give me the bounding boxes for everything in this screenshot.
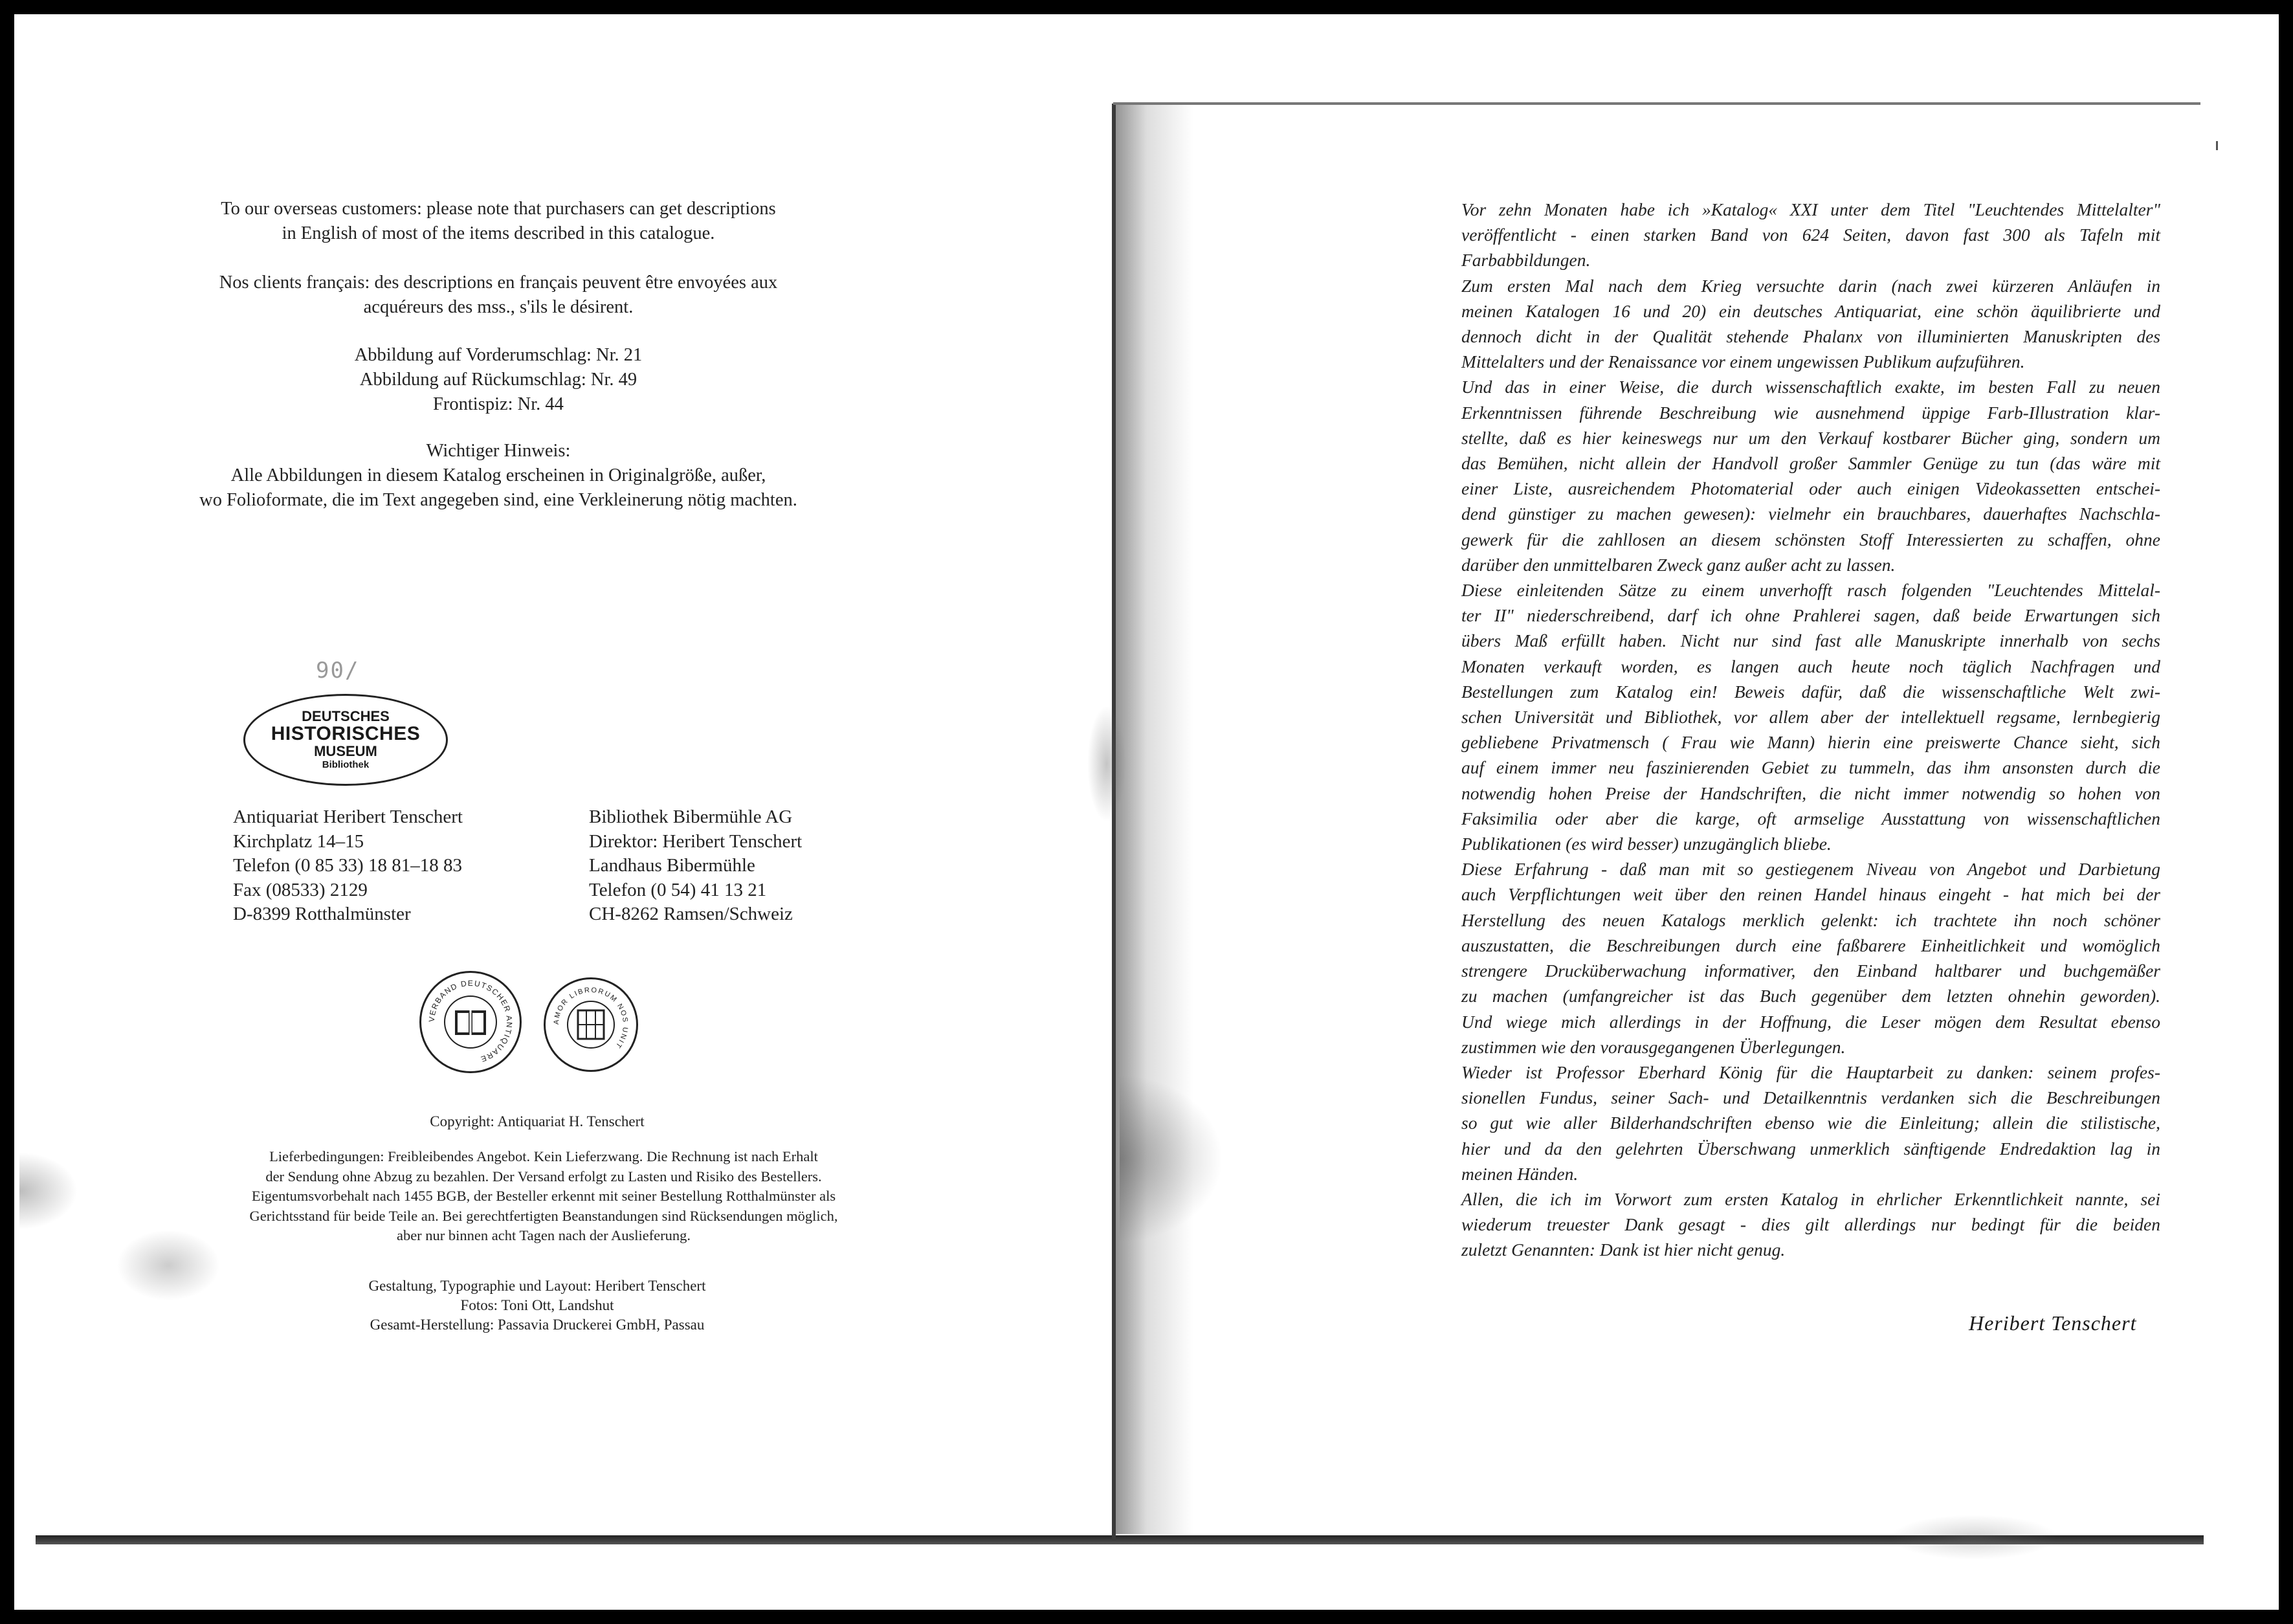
right-page-top-edge [1113, 102, 2200, 105]
preface-line: Mittelalters und der Renaissance vor einem ungewissen Publikum aufzuführen. [1461, 351, 2025, 372]
verband-deutscher-antiquare-seal [419, 971, 522, 1073]
preface-line: zuletzt Genannten: Dank ist hier nicht genug. [1461, 1240, 1786, 1260]
text-line: in English of most of the items described in this catalogue. [282, 223, 715, 243]
address-line: Telefon (0 85 33) 18 81–18 83 [233, 855, 462, 876]
preface-line: zustimmen wie den vorausgegangenen Überlegungen. [1461, 1036, 1846, 1057]
text-line: Gerichtsstand für beide Teile an. Bei gerechtfertigten Beanstandungen sind Rücksendungen möglich, [249, 1207, 838, 1224]
scan-smudge [1890, 1515, 2058, 1560]
preface-line: ter II" niederschreibend, darf ich ohne Prahlerei sagen, daß beide Erwartungen sich [1461, 605, 2160, 626]
amor-librorum-seal [544, 977, 638, 1072]
stamp-line: MUSEUM [314, 743, 377, 759]
seal-text: AMOR LIBRORUM NOS UNIT [552, 986, 630, 1051]
preface-line: wiederum treuester Dank gesagt - dies gilt allerdings nur bedingt für die beiden [1461, 1214, 2160, 1235]
left-page [0, 0, 1113, 1605]
preface-line: dennoch dicht in der Qualität stehende Phalanx von illuminierten Manuskripten des [1461, 326, 2160, 347]
address-line: Antiquariat Heribert Tenschert [233, 806, 463, 827]
text-line: To our overseas customers: please note that purchasers can get descriptions [221, 199, 776, 219]
preface-line: übers Maß erfüllt haben. Nicht nur sind fast alle Manuskripte innerhalb von sechs [1461, 630, 2160, 651]
preface-line: zu machen (umfangreicher ist das Buch gegenüber dem letzten ohnehin geworden). [1461, 986, 2160, 1007]
book-shelf-icon [546, 979, 636, 1070]
address-line: Fax (08533) 2129 [233, 879, 368, 900]
preface-line: auch Verpflichtungen weit über den reinen Handel hinaus eingeht - hat mich bei der [1461, 884, 2160, 905]
preface-line: Herstellung des neuen Katalogs merklich gelenkt: ich trachtete ihn noch schöner [1461, 909, 2160, 930]
illustration-credits [149, 343, 848, 417]
scan-frame-bottom [0, 1610, 2293, 1624]
preface-line: notwendig hohen Preise der Handschriften, die nicht immer notwendig so hohen von [1461, 783, 2160, 803]
preface-line: auszustatten, die Beschreibungen durch eine faßbarere Einheitlichkeit und womöglich [1461, 935, 2160, 955]
production-credits [278, 1276, 796, 1335]
address-line: CH-8262 Ramsen/Schweiz [589, 904, 793, 924]
preface-line: Allen, die ich im Vorwort zum ersten Katalog in ehrlicher Erkenntlichkeit nannte, sei [1461, 1188, 2160, 1209]
preface-line: einer Liste, ausreichendem Photomaterial oder auch einigen Videokassetten entschei- [1461, 478, 2160, 499]
address-line: Direktor: Heribert Tenschert [589, 830, 803, 852]
preface-line: Publikationen (es wird besser) unzugänglich bliebe. [1461, 834, 1832, 854]
important-note [149, 439, 848, 513]
address-line: Telefon (0 54) 41 13 21 [589, 879, 767, 900]
preface-line: strengere Drucküberwachung informativer, den Einband haltbarer und buchgemäßer [1461, 961, 2160, 981]
preface-line: sionellen Fundus, seiner Sach- und Detailkenntnis verdanken sich die Beschreibungen [1461, 1087, 2160, 1108]
text-line: Gesamt-Herstellung: Passavia Druckerei GmbH, Passau [370, 1317, 705, 1333]
address-line: Bibliothek Bibermühle AG [589, 806, 793, 827]
preface-line: Vor zehn Monaten habe ich »Katalog« XXI unter dem Titel "Leuchtendes Mittelalter" [1461, 199, 2160, 219]
preface-line: Bestellungen zum Katalog ein! Beweis dafür, daß die wissenschaftliche Welt zwi- [1461, 681, 2160, 702]
text-line: Wichtiger Hinweis: [426, 441, 571, 461]
address-line: D-8399 Rotthalmünster [233, 904, 411, 924]
handwritten-inventory-number: 90/ [316, 658, 360, 684]
preface-line: darüber den unmittelbaren Zweck ganz außer acht zu lassen. [1461, 554, 1896, 575]
author-signature: Heribert Tenschert [1969, 1311, 2137, 1335]
delivery-conditions [194, 1147, 893, 1246]
preface-line: Diese einleitenden Sätze zu einem unverhofft rasch folgenden "Leuchtendes Mittelal- [1461, 580, 2160, 601]
address-line: Landhaus Bibermühle [589, 855, 755, 876]
preface-line: gewerk für die zahllosen an diesem schönsten Stoff Interessierten zu schaffen, ohne [1461, 529, 2160, 550]
preface-line: Wieder ist Professor Eberhard König für die Hauptarbeit zu danken: seinem profes- [1461, 1062, 2160, 1082]
stamp-line: Bibliothek [322, 759, 370, 770]
copyright-notice: Copyright: Antiquariat H. Tenschert [430, 1113, 645, 1129]
text-line: Frontispiz: Nr. 44 [433, 394, 564, 414]
text-line: Nos clients français: des descriptions en français peuvent être envoyées aux [219, 273, 778, 293]
preface-text [1461, 197, 2160, 1263]
preface-line: meinen Händen. [1461, 1163, 1579, 1184]
preface-line: meinen Katalogen 16 und 20) ein deutsches Antiquariat, eine schön äquilibrierte und [1461, 300, 2160, 321]
preface-line: gebliebene Privatmensch ( Frau wie Mann) hierin eine preiswerte Chance sieht, sich [1461, 732, 2160, 753]
preface-line: Faksimilia oder aber die karge, oft armselige Ausstattung von wissenschaftlichen [1461, 808, 2160, 829]
svg-text:AMOR LIBRORUM NOS UNIT [553, 986, 629, 1051]
address-antiquariat [233, 805, 463, 927]
text-line: acquéreurs des mss., s'ils le désirent. [363, 297, 634, 317]
preface-line: dend günstiger zu machen gewesen): vielmehr ein brauchbares, dauerhaftes Nachschla- [1461, 504, 2160, 524]
gutter-shadow [1116, 104, 1193, 1534]
preface-line: stellte, daß es hier keineswegs nur um den Verkauf kostbarer Bücher ging, sondern um [1461, 427, 2160, 448]
seal-text: VERBAND DEUTSCHER ANTIQUARE [426, 978, 515, 1064]
overseas-customer-note [149, 197, 848, 246]
address-line: Kirchplatz 14–15 [233, 830, 364, 852]
scan-frame-right [2279, 0, 2293, 1624]
preface-line: Erkenntnissen führende Beschreibung wie ausnehmend üppige Farb-Illustration klar- [1461, 402, 2160, 423]
preface-line: Und wiege mich allerdings in der Hoffnung, die Leser mögen dem Resultat ebenso [1461, 1011, 2160, 1032]
preface-line: Und das in einer Weise, die durch wissenschaftlich exakte, im besten Fall zu neuen [1461, 377, 2160, 397]
text-line: Alle Abbildungen in diesem Katalog erscheinen in Originalgröße, außer, [230, 465, 766, 485]
open-book-icon [421, 973, 520, 1071]
text-line: wo Folioformate, die im Text angegeben sind, eine Verkleinerung nötig machten. [199, 490, 797, 510]
text-line: Lieferbedingungen: Freibleibendes Angebot. Kein Lieferzwang. Die Rechnung ist nach Erhalt [269, 1148, 818, 1164]
stamp-line: DEUTSCHES [302, 708, 390, 724]
text-line: Eigentumsvorbehalt nach 1455 BGB, der Besteller erkennt mit seiner Bestellung Rotthalmünster als [251, 1188, 836, 1204]
scan-smudge [1120, 1074, 1223, 1243]
preface-line: auf einem immer neu faszinierenden Gebiet zu tummeln, das ihm ansonsten durch die [1461, 757, 2160, 778]
corner-mark [2216, 141, 2218, 150]
preface-line: hier und da den gelehrten Überschwang unmerklich sänftigende Endredaktion lag in [1461, 1138, 2160, 1159]
address-bibliothek [589, 805, 802, 927]
text-line: Fotos: Toni Ott, Landshut [460, 1297, 614, 1313]
museum-library-stamp [243, 694, 448, 786]
text-line: Abbildung auf Vorderumschlag: Nr. 21 [354, 345, 643, 365]
text-line: aber nur binnen acht Tagen nach der Auslieferung. [396, 1227, 691, 1243]
preface-line: so gut wie aller Bilderhandschriften ebenso wie die Einleitung; allein die stilistische, [1461, 1113, 2160, 1133]
preface-line: Zum ersten Mal nach dem Krieg versuchte darin (nach zwei kürzeren Anläufen in [1461, 275, 2160, 296]
text-line: der Sendung ohne Abzug zu bezahlen. Der Versand erfolgt zu Lasten und Risiko des Bestellers. [265, 1168, 822, 1185]
french-customer-note [149, 271, 848, 320]
stamp-line: HISTORISCHES [271, 723, 421, 744]
preface-line: veröffentlicht - einen starken Band von 624 Seiten, davon fast 300 als Tafeln mit [1461, 225, 2160, 245]
preface-line: Diese Erfahrung - daß man mit so gestiegenem Niveau von Angebot und Darbietung [1461, 859, 2160, 880]
preface-line: schen Universität und Bibliothek, vor allem aber der intellektuell regsame, lernbegierig [1461, 707, 2160, 728]
text-line: Gestaltung, Typographie und Layout: Heribert Tenschert [368, 1278, 706, 1294]
text-line: Abbildung auf Rückumschlag: Nr. 49 [359, 370, 637, 390]
preface-line: das Bemühen, nicht allein der Handvoll großer Sammler Genüge zu tun (das wäre mit [1461, 453, 2160, 474]
preface-line: Farbabbildungen. [1461, 250, 1591, 271]
preface-line: Monaten verkauft worden, es langen auch heute noch täglich Nachfragen und [1461, 656, 2160, 676]
